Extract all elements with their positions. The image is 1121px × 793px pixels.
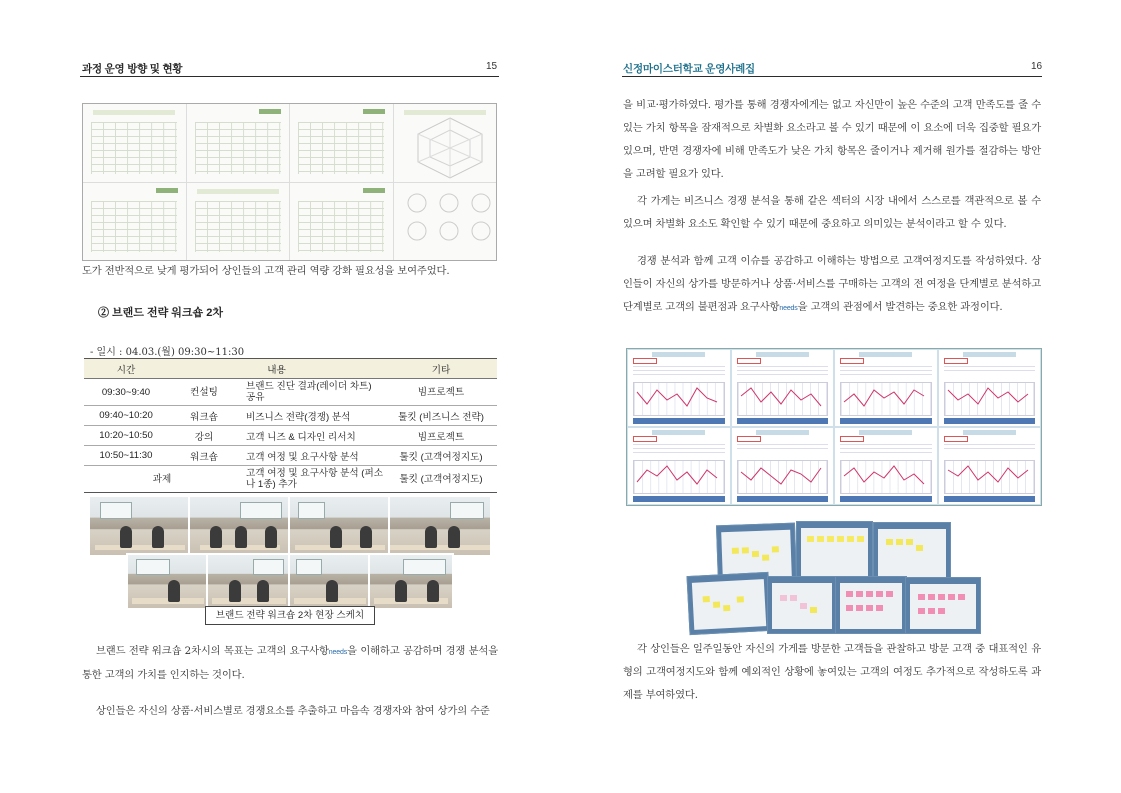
form-thumbnail bbox=[83, 104, 186, 182]
workshop-photo bbox=[288, 495, 392, 557]
form-thumbnails bbox=[82, 103, 497, 261]
board-photo bbox=[687, 572, 772, 635]
table-row bbox=[84, 446, 497, 466]
board-photo bbox=[835, 576, 907, 634]
right-header-rule bbox=[622, 76, 1042, 77]
cell-time: 10:20~10:50 bbox=[84, 426, 168, 446]
journey-map-chart bbox=[939, 350, 1041, 426]
section-title: ② 브랜드 전략 워크숍 2차 bbox=[98, 307, 223, 319]
right-paragraph-1: 을 비교·평가하였다. 평가를 통해 경쟁자에게는 없고 자신만이 높은 수준의 고객 만족도를 줄 수 있는 가치 항목을 잠재적으로 차별화 요소라고 볼 수 있기 때문에 이 요소에 더욱 집중할 필요가 있으며, 반면 경쟁자에 비해 만족도가 낮은 가치 항목은 줄이거나 제거해 원가를 절감하는 방안을 고려할 필요가 있다. bbox=[623, 99, 1041, 180]
journey-map-thumbnails bbox=[626, 348, 1042, 506]
board-photo bbox=[767, 576, 837, 634]
table-row bbox=[84, 406, 497, 426]
board-photo bbox=[873, 522, 951, 584]
cell-content: 고객 여정 및 요구사항 분석 bbox=[240, 446, 385, 466]
table-header-row bbox=[84, 359, 497, 379]
workshop-photo bbox=[88, 495, 192, 557]
cell-note: 툴킷 (고객여정지도) bbox=[385, 466, 497, 493]
cell-note: 빔프로젝트 bbox=[385, 379, 497, 406]
cell-type: 워크숍 bbox=[168, 406, 240, 426]
cell-type: 강의 bbox=[168, 426, 240, 446]
journey-map-chart bbox=[732, 428, 834, 504]
cell-time: 09:30~9:40 bbox=[84, 379, 168, 406]
cell-content: 비즈니스 전략(경쟁) 분석 bbox=[240, 406, 385, 426]
column-header-note: 기타 bbox=[385, 359, 497, 379]
board-photo bbox=[905, 577, 981, 634]
left-header-title: 과정 운영 방향 및 현황 bbox=[82, 63, 183, 75]
workshop-photo bbox=[188, 495, 292, 557]
column-header-time: 시간 bbox=[84, 359, 168, 379]
journey-map-chart bbox=[835, 428, 937, 504]
cell-note: 툴킷 (고객여정지도) bbox=[385, 446, 497, 466]
cell-time: 10:50~11:30 bbox=[84, 446, 168, 466]
right-paragraph-2: 각 가게는 비즈니스 경쟁 분석을 통해 같은 섹터의 시장 내에서 스스로를 객관적으로 볼 수 있으며 차별화 요소도 확인할 수 있기 때문에 중요하고 의미있는 분석이라고 할 수 있다. bbox=[623, 195, 1041, 230]
left-page bbox=[0, 0, 560, 793]
form-thumbnail bbox=[83, 183, 186, 261]
schedule-table bbox=[84, 358, 497, 493]
right-page-number: 16 bbox=[1031, 61, 1043, 72]
cell-type: 워크숍 bbox=[168, 446, 240, 466]
form-thumbnail bbox=[290, 183, 393, 261]
photo-caption: 브랜드 전략 워크숍 2차 현장 스케치 bbox=[205, 606, 375, 625]
workshop-photo bbox=[126, 553, 210, 610]
cell-type: 컨설팅 bbox=[168, 379, 240, 406]
workshop-photo bbox=[368, 553, 454, 610]
journey-map-chart bbox=[939, 428, 1041, 504]
right-paragraph-4: 각 상인들은 일주일동안 자신의 가게를 방문한 고객들을 관찰하고 방문 고객 중 대표적인 유형의 고객여정지도와 함께 예외적인 상황에 놓여있는 고객의 여정도 추가적으로 작성하도록 과제를 부여하였다. bbox=[623, 643, 1041, 701]
session-date: - 일시 : 04.03.(월) 09:30~11:30 bbox=[90, 347, 245, 358]
workshop-photo bbox=[288, 553, 372, 610]
cell-homework-label: 과제 bbox=[84, 466, 240, 493]
workshop-photo bbox=[388, 495, 492, 557]
workshop-photo bbox=[206, 553, 292, 610]
form-thumbnail bbox=[187, 183, 290, 261]
form-thumbnail bbox=[187, 104, 290, 182]
cell-note: 빔프로젝트 bbox=[385, 426, 497, 446]
left-header-rule bbox=[80, 76, 499, 77]
right-header-title: 신정마이스터학교 운영사례집 bbox=[623, 63, 755, 75]
body-paragraph-2: 상인들은 자신의 상품·서비스별로 경쟁요소를 추출하고 마음속 경쟁자와 참여 상가의 수준 bbox=[96, 705, 490, 717]
journey-map-chart bbox=[732, 350, 834, 426]
table-row bbox=[84, 379, 497, 406]
cell-content: 브랜드 진단 결과(레이더 차트) 공유 bbox=[240, 379, 385, 406]
form-thumbnail bbox=[290, 104, 393, 182]
right-paragraph-3: 경쟁 분석과 함께 고객 이슈를 공감하고 이해하는 방법으로 고객여정지도를 작성하였다. 상인들이 자신의 상가를 방문하거나 상품·서비스를 구매하는 고객의 전 여정을 단계별로 분석하고 단계별로 고객의 불편점과 요구사항needs을 고객의 관점에서 발견하는 중요한 과정이다. bbox=[623, 255, 1041, 313]
cell-time: 09:40~10:20 bbox=[84, 406, 168, 426]
journey-map-chart bbox=[628, 428, 730, 504]
needs-subscript: needs bbox=[328, 649, 348, 656]
column-header-content: 내용 bbox=[168, 359, 385, 379]
cell-content: 고객 여정 및 요구사항 분석 (퍼소나 1종) 추가 bbox=[240, 466, 385, 493]
radar-chart-thumbnail bbox=[394, 183, 497, 261]
left-page-number: 15 bbox=[486, 61, 498, 72]
needs-subscript: needs bbox=[779, 305, 798, 312]
table-row bbox=[84, 426, 497, 446]
radar-chart-thumbnail bbox=[394, 104, 497, 182]
cell-content: 고객 니즈 & 디자인 리서치 bbox=[240, 426, 385, 446]
journey-map-chart bbox=[835, 350, 937, 426]
intro-text: 도가 전반적으로 낮게 평가되어 상인들의 고객 관리 역량 강화 필요성을 보여주었다. bbox=[82, 265, 450, 277]
cell-note: 툴킷 (비즈니스 전략) bbox=[385, 406, 497, 426]
journey-map-chart bbox=[628, 350, 730, 426]
body-paragraph-1: 브랜드 전략 워크숍 2차시의 목표는 고객의 요구사항needs을 이해하고 공감하며 경쟁 분석을 통한 고객의 가치를 인지하는 것이다. bbox=[82, 645, 498, 681]
table-row-homework bbox=[84, 466, 497, 493]
